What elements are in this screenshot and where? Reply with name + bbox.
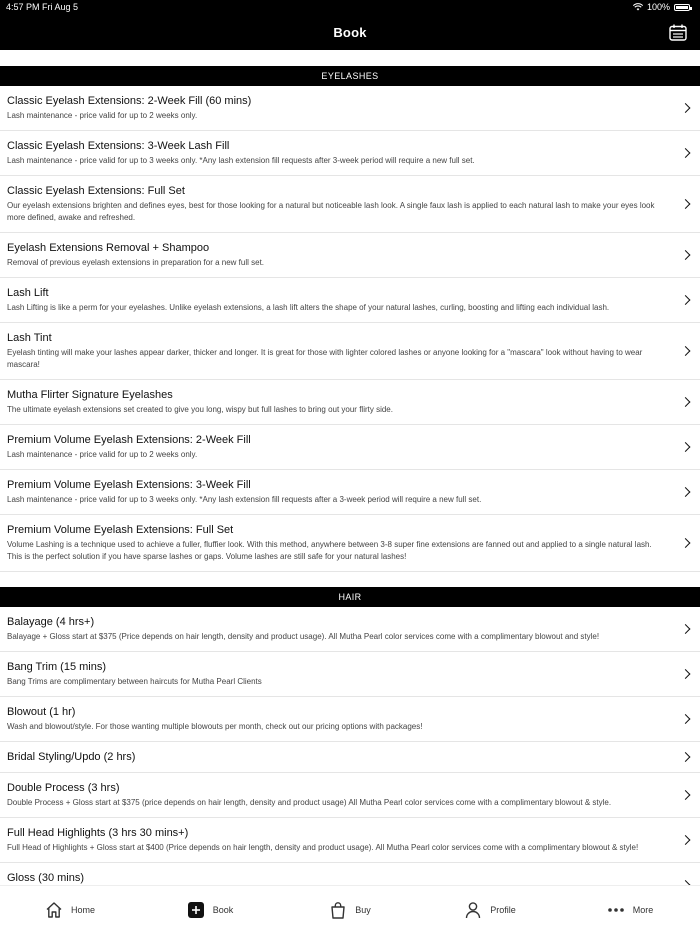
chevron-right-icon <box>681 714 691 724</box>
chevron-right-icon <box>681 250 691 260</box>
top-bar <box>0 0 700 50</box>
chevron-right-icon <box>681 148 691 158</box>
service-title: Eyelash Extensions Removal + Shampoo <box>7 242 210 254</box>
calendar-icon[interactable] <box>669 24 687 41</box>
service-row[interactable] <box>0 470 700 515</box>
service-title: Double Process (3 hrs) <box>7 782 120 794</box>
service-title: Lash Lift <box>7 287 49 299</box>
service-description: Wash and blowout/style. For those wanting multiple blowouts per month, check out our pricing options with packages! <box>7 722 423 731</box>
service-row[interactable] <box>0 233 700 278</box>
service-row[interactable] <box>0 652 700 697</box>
status-time: 4:57 PM Fri Aug 5 <box>6 2 79 12</box>
tab-book[interactable] <box>140 901 280 919</box>
service-row[interactable] <box>0 86 700 131</box>
service-row[interactable] <box>0 323 700 380</box>
more-dots-icon <box>607 901 625 919</box>
service-description: Full Head of Highlights + Gloss start at $400 (Price depends on hair length, density and product usage). All Mutha Pearl color services come with a complimentary blowout & style! <box>7 843 639 852</box>
service-row[interactable] <box>0 278 700 323</box>
chevron-right-icon <box>681 624 691 634</box>
service-description: Removal of previous eyelash extensions in preparation for a new full set. <box>7 258 265 267</box>
service-row[interactable] <box>0 697 700 742</box>
tab-bar <box>0 885 700 934</box>
chevron-right-icon <box>681 835 691 845</box>
tab-home-label: Home <box>70 905 95 915</box>
service-list[interactable] <box>0 50 700 886</box>
page-title: Book <box>333 25 367 40</box>
service-title: Classic Eyelash Extensions: Full Set <box>7 185 185 197</box>
service-title: Mutha Flirter Signature Eyelashes <box>7 389 173 401</box>
tab-book-label: Book <box>212 905 234 915</box>
service-title: Premium Volume Eyelash Extensions: 3-Week Fill <box>7 479 251 491</box>
service-title: Premium Volume Eyelash Extensions: Full Set <box>7 524 234 536</box>
status-indicators <box>633 2 690 12</box>
chevron-right-icon <box>681 442 691 452</box>
section-spacer <box>0 572 700 587</box>
service-description: Lash maintenance - price valid for up to 3 weeks only. *Any lash extension fill requests after a 3-week period will require a new full set. <box>7 495 482 504</box>
tab-home[interactable] <box>0 901 140 919</box>
service-title: Full Head Highlights (3 hrs 30 mins+) <box>7 827 189 839</box>
service-description: The ultimate eyelash extensions set created to give you long, wispy but full lashes to bring out your flirty side. <box>7 405 393 414</box>
service-title: Balayage (4 hrs+) <box>7 616 95 628</box>
service-description: Volume Lashing is a technique used to achieve a fuller, fluffier look. With this method, anywhere between 3-8 super fine extensions are fanned out and applied to a single natural lash. This is the perfect solution if you have sparse lashes or gaps. Volume lashes are still safe for your natural lashes! <box>7 540 652 561</box>
service-title: Lash Tint <box>7 332 52 344</box>
tab-more-label: More <box>632 905 654 915</box>
chevron-right-icon <box>681 669 691 679</box>
service-title: Bang Trim (15 mins) <box>7 661 107 673</box>
service-row[interactable] <box>0 131 700 176</box>
battery-percent: 100% <box>646 2 670 12</box>
book-icon <box>187 901 205 919</box>
service-description: Double Process + Gloss start at $375 (price depends on hair length, density and product usage) All Mutha Pearl color services come with a complimentary blowout & style. <box>7 798 612 807</box>
tab-profile[interactable] <box>420 901 560 919</box>
service-row[interactable] <box>0 425 700 470</box>
service-description: Balayage + Gloss start at $375 (Price depends on hair length, density and product usage). All Mutha Pearl color services come with a complimentary blowout and style! <box>7 632 600 641</box>
wifi-icon <box>633 3 643 11</box>
service-title: Classic Eyelash Extensions: 3-Week Lash Fill <box>7 140 230 152</box>
service-description: Lash maintenance - price valid for up to 2 weeks only. <box>7 111 198 120</box>
service-description: Lash Lifting is like a perm for your eyelashes. Unlike eyelash extensions, a lash lift alters the shape of your natural lashes, curling, boosting and lifting each individual lash. <box>7 303 610 312</box>
service-title: Bridal Styling/Updo (2 hrs) <box>7 751 136 763</box>
service-row[interactable] <box>0 176 700 233</box>
service-description: Our eyelash extensions brighten and defines eyes, best for those looking for a natural but noticeable lash look. A single faux lash is applied to each natural lash to make your eyes look more defined, awake and refreshed. <box>7 201 655 222</box>
chevron-right-icon <box>681 752 691 762</box>
tab-more[interactable] <box>560 901 700 919</box>
tab-buy-label: Buy <box>355 905 371 915</box>
service-row[interactable] <box>0 773 700 818</box>
chevron-right-icon <box>681 103 691 113</box>
chevron-right-icon <box>681 397 691 407</box>
chevron-right-icon <box>681 295 691 305</box>
person-icon <box>464 901 482 919</box>
chevron-right-icon <box>681 346 691 356</box>
service-row[interactable] <box>0 515 700 572</box>
section-header-eyelashes: EYELASHES <box>0 66 700 86</box>
shopping-bag-icon <box>329 901 347 919</box>
service-title: Classic Eyelash Extensions: 2-Week Fill (60 mins) <box>7 95 252 107</box>
service-description: Lash maintenance - price valid for up to 2 weeks only. <box>7 450 198 459</box>
chevron-right-icon <box>681 487 691 497</box>
service-row[interactable] <box>0 380 700 425</box>
chevron-right-icon <box>681 199 691 209</box>
service-description: Eyelash tinting will make your lashes appear darker, thicker and longer. It is great for those with lighter colored lashes or anyone looking for a "mascara" look without having to wear mascara! <box>7 348 643 369</box>
service-row[interactable] <box>0 742 700 773</box>
home-icon <box>45 901 63 919</box>
chevron-right-icon <box>681 790 691 800</box>
service-row[interactable] <box>0 818 700 863</box>
tab-profile-label: Profile <box>490 905 516 915</box>
service-row[interactable] <box>0 607 700 652</box>
service-title: Gloss (30 mins) <box>7 872 85 884</box>
service-description: Lash maintenance - price valid for up to 3 weeks only. *Any lash extension fill requests after 3-week period will require a new full set. <box>7 156 475 165</box>
battery-icon <box>674 4 690 11</box>
section-header-hair: HAIR <box>0 587 700 607</box>
service-title: Blowout (1 hr) <box>7 706 76 718</box>
chevron-right-icon <box>681 538 691 548</box>
tab-buy[interactable] <box>280 901 420 919</box>
service-title: Premium Volume Eyelash Extensions: 2-Week Fill <box>7 434 251 446</box>
list-top-spacer <box>0 50 700 66</box>
service-description: Bang Trims are complimentary between haircuts for Mutha Pearl Clients <box>7 677 262 686</box>
